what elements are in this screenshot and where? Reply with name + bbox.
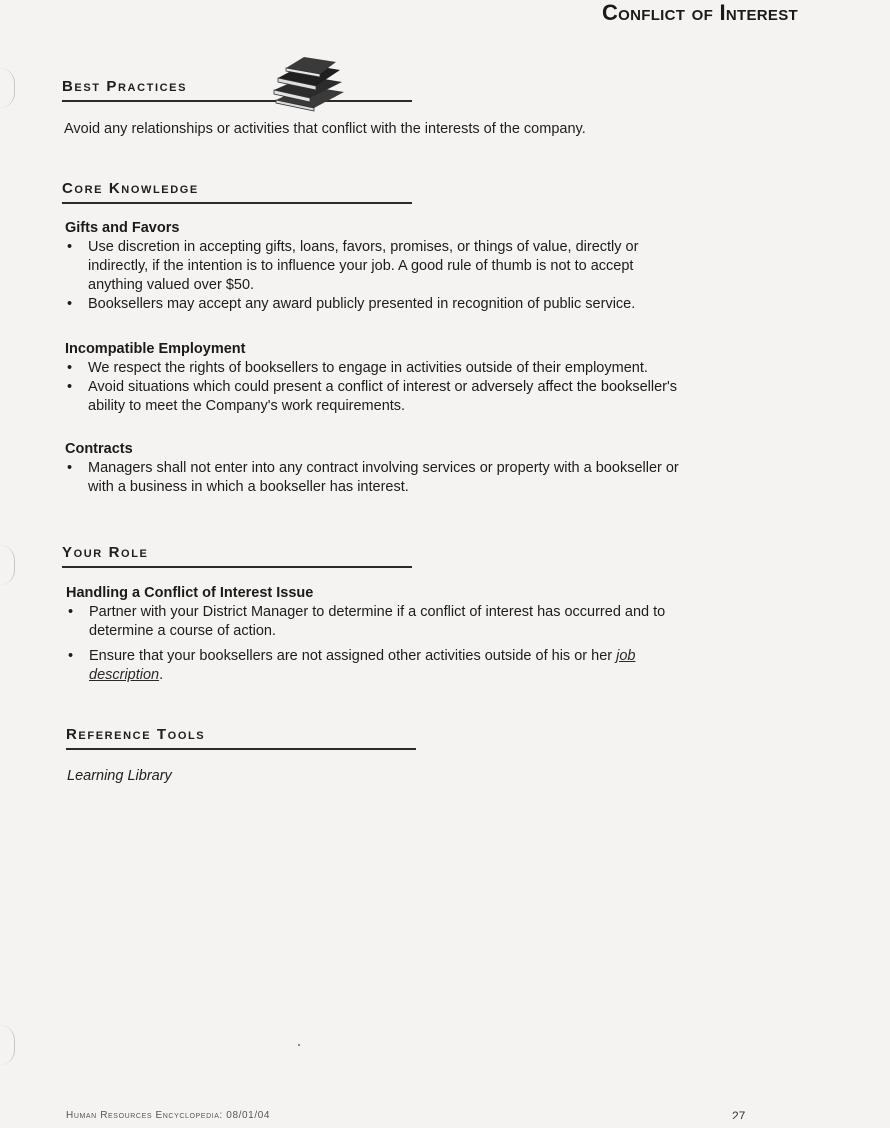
- contracts-heading: Contracts: [65, 441, 133, 457]
- footer-document-info: Human Resources Encyclopedia: 08/01/04: [66, 1110, 271, 1118]
- core-knowledge-heading-text: Core Knowledge: [62, 180, 199, 197]
- best-practices-section: [62, 78, 412, 102]
- job-description-link-continued[interactable]: description: [89, 667, 160, 683]
- scan-speck: [298, 1044, 300, 1046]
- list-item: [65, 238, 805, 295]
- best-practices-text: Avoid any relationships or activities that conflict with the interests of the company.: [64, 121, 586, 137]
- list-item-text: with a business in which a bookseller has interest.: [88, 479, 409, 495]
- list-item: [66, 647, 806, 685]
- list-item-text: .: [159, 667, 164, 683]
- your-role-section: [62, 544, 412, 568]
- your-role-heading-text: Your Role: [62, 544, 149, 561]
- your-role-heading: [62, 544, 412, 568]
- list-item: [65, 359, 805, 378]
- list-item-text: Ensure that your booksellers are not assigned other activities outside of his or her: [89, 648, 617, 664]
- list-item-text: Managers shall not enter into any contract involving services or property with a bookseller or: [88, 460, 679, 476]
- gifts-and-favors-list: [65, 238, 805, 314]
- reference-tools-heading: [66, 726, 416, 750]
- punch-hole: [0, 1025, 15, 1065]
- learning-library-link[interactable]: Learning Library: [67, 768, 172, 784]
- list-item-text: Partner with your District Manager to determine if a conflict of interest has occurred and to: [89, 604, 666, 620]
- list-item-text: Use discretion in accepting gifts, loans, favors, promises, or things of value, directly or: [88, 239, 639, 255]
- list-item: [66, 603, 806, 641]
- list-item: [65, 459, 805, 497]
- list-item-text: We respect the rights of booksellers to engage in activities outside of their employment.: [88, 360, 648, 376]
- reference-tools-section: [66, 726, 416, 750]
- page-title: Conflict of Interest: [601, 0, 798, 25]
- stack-of-books-icon: [270, 56, 348, 112]
- conflict-issue-heading: Handling a Conflict of Interest Issue: [66, 585, 314, 601]
- list-item-text: Booksellers may accept any award publicly presented in recognition of public service.: [88, 296, 636, 312]
- job-description-link[interactable]: job: [616, 648, 636, 664]
- list-item-text: Avoid situations which could present a conflict of interest or adversely affect the bookseller's: [88, 379, 677, 395]
- list-item-text: indirectly, if the intention is to influence your job. A good rule of thumb is not to accept: [88, 258, 634, 274]
- core-knowledge-heading: [62, 180, 412, 204]
- list-item-text: anything valued over $50.: [88, 277, 255, 293]
- core-knowledge-section: [62, 180, 412, 204]
- incompatible-employment-list: [65, 359, 805, 416]
- best-practices-heading: [62, 78, 412, 102]
- incompatible-employment-heading: Incompatible Employment: [65, 341, 246, 357]
- punch-hole: [0, 545, 15, 585]
- list-item: [65, 378, 805, 416]
- reference-tools-heading-text: Reference Tools: [66, 726, 206, 743]
- punch-hole: [0, 68, 15, 108]
- list-item: [65, 295, 805, 314]
- page-number: 27: [732, 1109, 746, 1119]
- best-practices-heading-text: Best Practices: [62, 78, 188, 95]
- list-item-text: ability to meet the Company's work requirements.: [88, 398, 406, 414]
- your-role-list: [66, 603, 806, 685]
- gifts-and-favors-heading: Gifts and Favors: [65, 220, 180, 236]
- contracts-list: [65, 459, 805, 497]
- list-item-text: determine a course of action.: [89, 623, 276, 639]
